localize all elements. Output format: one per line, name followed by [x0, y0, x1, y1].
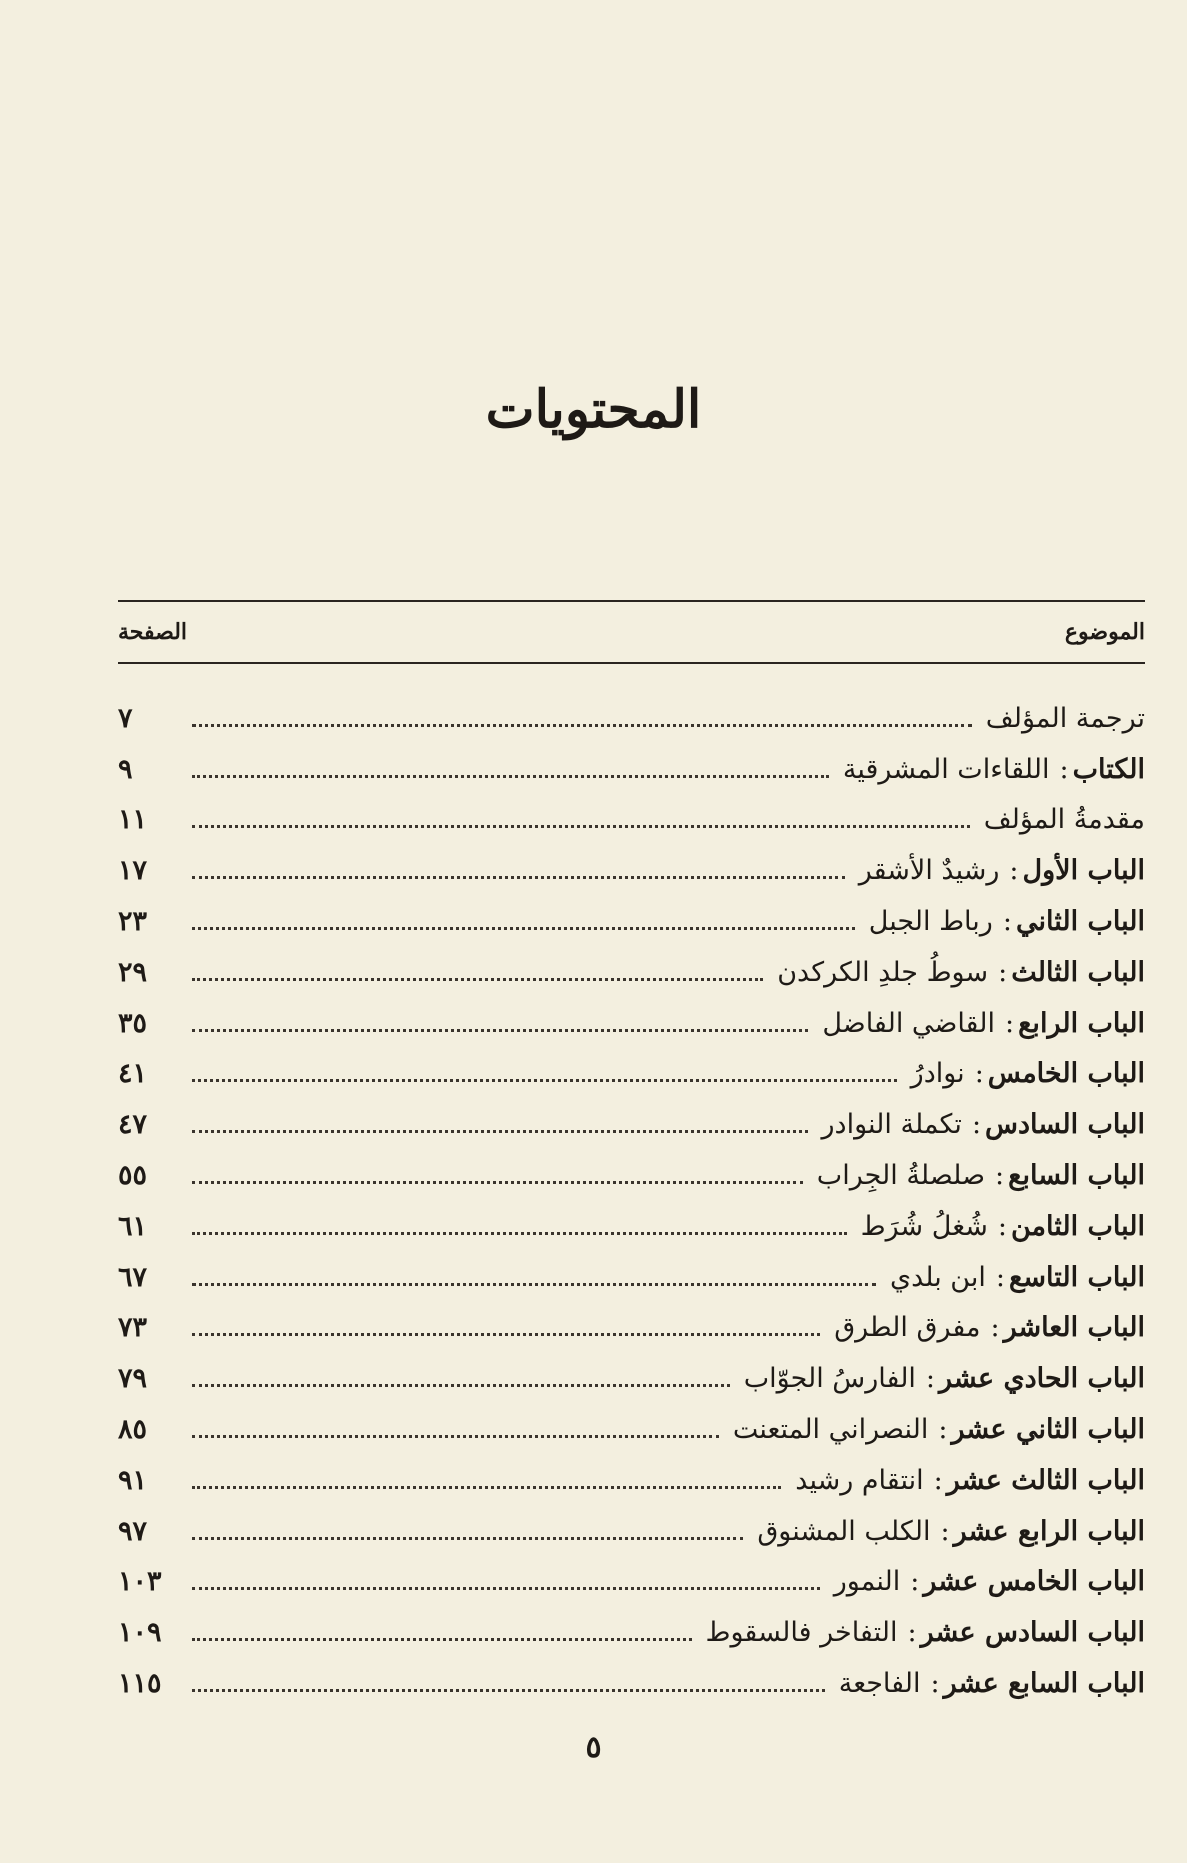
- toc-entry-topic: ابن بلدي: [889, 1261, 986, 1293]
- toc-entry-chapter: الباب العاشر: [1003, 1312, 1145, 1344]
- toc-entry-topic: نوادرُ: [910, 1058, 965, 1090]
- toc-entry: [118, 790, 1145, 841]
- toc-entry-page: ٩: [118, 753, 133, 785]
- toc-entry: [118, 1552, 1145, 1603]
- toc-entry-chapter: الباب الخامس: [987, 1058, 1145, 1090]
- toc-entry: [118, 1145, 1145, 1196]
- toc-entry-topic: التفاخر فالسقوط: [705, 1617, 898, 1649]
- toc-entry-chapter: الباب الرابع عشر: [953, 1515, 1145, 1547]
- toc-entry-page: ٦٧: [118, 1261, 148, 1293]
- toc-entry-chapter: الباب الرابع: [1018, 1007, 1145, 1039]
- dot-leader: [192, 1435, 719, 1438]
- dot-leader: [192, 1029, 808, 1032]
- toc-entry-page: ١١: [118, 804, 148, 836]
- toc-entry: [118, 1399, 1145, 1450]
- toc-entry-topic: سوطُ جلدِ الكركدن: [777, 956, 989, 988]
- toc-entry-page: ١٠٣: [118, 1566, 162, 1598]
- toc-entry-separator: :: [940, 1515, 950, 1547]
- toc-entry-separator: :: [971, 1109, 982, 1141]
- toc-entry-page: ٥٥: [118, 1159, 148, 1191]
- toc-entry-topic: النصراني المتعنت: [732, 1413, 929, 1445]
- dot-leader: [192, 1689, 825, 1692]
- toc-entry-topic: شُغلُ شُرَط: [860, 1210, 988, 1242]
- toc-entry-chapter: الباب الثامن: [1010, 1210, 1145, 1242]
- toc-entry-page: ٣٥: [118, 1007, 148, 1039]
- toc-entry-separator: :: [930, 1667, 940, 1699]
- toc-entry-chapter: الباب الخامس عشر: [923, 1566, 1145, 1598]
- dot-leader: [192, 775, 829, 778]
- page-number: ٥: [585, 1730, 602, 1765]
- toc-entry-page: ١١٥: [118, 1667, 162, 1699]
- toc-entry-page: ٢٣: [118, 905, 148, 937]
- toc-entry-page: ٢٩: [118, 956, 148, 988]
- dot-leader: [192, 1638, 692, 1641]
- dot-leader: [192, 1486, 781, 1489]
- toc-entry-topic: اللقاءات المشرقية: [842, 753, 1050, 785]
- toc-entry-separator: :: [910, 1566, 920, 1598]
- toc-entry: [118, 1653, 1145, 1704]
- toc-entry: [118, 1094, 1145, 1145]
- toc-entry-chapter: الباب الثاني: [1015, 905, 1145, 937]
- toc-entry-chapter: الباب الثالث: [1011, 956, 1145, 988]
- dot-leader: [192, 1079, 897, 1082]
- toc-entry-topic: رشيدٌ الأشقر: [858, 855, 1000, 887]
- toc-entry: [118, 1501, 1145, 1552]
- toc-entry-chapter: الباب الثالث عشر: [946, 1464, 1145, 1496]
- toc-entry-separator: :: [1004, 1007, 1015, 1039]
- toc-entry-page: ٧٣: [118, 1312, 148, 1344]
- header-bottom-rule: [118, 662, 1145, 664]
- toc-entry: [118, 1450, 1145, 1501]
- toc-entry-separator: :: [998, 956, 1008, 988]
- dot-leader: [192, 1283, 876, 1286]
- dot-leader: [192, 876, 845, 879]
- toc-entry: [118, 1602, 1145, 1653]
- toc-entry: [118, 688, 1145, 739]
- dot-leader: [192, 927, 855, 930]
- toc-entry-page: ٦١: [118, 1210, 148, 1242]
- dot-leader: [192, 724, 972, 727]
- toc-entry: [118, 1348, 1145, 1399]
- toc-entry-separator: :: [925, 1363, 936, 1395]
- toc-entry-topic: الكلب المشنوق: [757, 1515, 931, 1547]
- column-header: [118, 612, 1145, 652]
- toc-entry-topic: انتقام رشيد: [795, 1464, 924, 1496]
- dot-leader: [192, 1537, 743, 1540]
- toc-entry-chapter: الكتاب: [1072, 753, 1145, 785]
- dot-leader: [192, 1181, 803, 1184]
- dot-leader: [192, 978, 763, 981]
- toc-entry-separator: :: [995, 1261, 1005, 1293]
- toc-entry-chapter: الباب السابع: [1008, 1159, 1145, 1191]
- dot-leader: [192, 1384, 730, 1387]
- toc-entry-topic: الفارسُ الجوّاب: [743, 1363, 916, 1395]
- toc-entry: [118, 993, 1145, 1044]
- toc-list: [118, 688, 1145, 1704]
- toc-entry-separator: :: [997, 1210, 1007, 1242]
- toc-entry: [118, 1196, 1145, 1247]
- header-top-rule: [118, 600, 1145, 602]
- toc-entry-page: ١٧: [118, 855, 148, 887]
- toc-entry-separator: :: [1009, 855, 1019, 887]
- toc-entry-page: ٩١: [118, 1464, 148, 1496]
- toc-entry-separator: :: [907, 1617, 917, 1649]
- topic-column-header: الموضوع: [1064, 619, 1145, 645]
- toc-entry-topic: مقدمةُ المؤلف: [983, 804, 1145, 836]
- toc-entry-separator: :: [995, 1159, 1005, 1191]
- toc-entry-chapter: الباب السادس عشر: [920, 1617, 1145, 1649]
- toc-entry-topic: صلصلةُ الجِراب: [816, 1159, 986, 1191]
- toc-entry: [118, 739, 1145, 790]
- toc-entry-page: ٧٩: [118, 1363, 148, 1395]
- dot-leader: [192, 1333, 820, 1336]
- toc-entry-topic: ترجمة المؤلف: [985, 702, 1145, 734]
- toc-entry: [118, 1247, 1145, 1298]
- toc-entry-topic: رباط الجبل: [868, 905, 993, 937]
- toc-entry-chapter: الباب الحادي عشر: [939, 1363, 1145, 1395]
- toc-entry-page: ٤٧: [118, 1109, 148, 1141]
- dot-leader: [192, 1232, 847, 1235]
- toc-entry: [118, 891, 1145, 942]
- toc-entry-topic: النمور: [833, 1566, 901, 1598]
- toc-entry-page: ٨٥: [118, 1413, 148, 1445]
- page-title: المحتويات: [485, 379, 702, 440]
- toc-entry: [118, 942, 1145, 993]
- toc-entry: [118, 1298, 1145, 1349]
- toc-entry: [118, 840, 1145, 891]
- toc-entry-topic: تكملة النوادر: [821, 1109, 962, 1141]
- page-column-header: الصفحة: [118, 619, 188, 645]
- toc-entry-topic: الفاجعة: [838, 1667, 921, 1699]
- toc-entry-separator: :: [974, 1058, 984, 1090]
- toc-entry-separator: :: [933, 1464, 943, 1496]
- toc-entry-separator: :: [1059, 753, 1069, 785]
- toc-entry-page: ٩٧: [118, 1515, 148, 1547]
- toc-entry-chapter: الباب السابع عشر: [943, 1667, 1145, 1699]
- dot-leader: [192, 1130, 808, 1133]
- toc-entry-chapter: الباب الثاني عشر: [951, 1413, 1145, 1445]
- toc-entry-chapter: الباب الأول: [1022, 855, 1145, 887]
- toc-entry-page: ٧: [118, 702, 133, 734]
- toc-entry-chapter: الباب السادس: [985, 1109, 1145, 1141]
- toc-entry: [118, 1044, 1145, 1095]
- toc-entry-separator: :: [990, 1312, 1000, 1344]
- dot-leader: [192, 1587, 820, 1590]
- toc-entry-topic: القاضي الفاضل: [822, 1007, 995, 1039]
- toc-entry-topic: مفرق الطرق: [834, 1312, 981, 1344]
- toc-entry-chapter: الباب التاسع: [1008, 1261, 1145, 1293]
- toc-entry-page: ١٠٩: [118, 1617, 162, 1649]
- toc-entry-separator: :: [1002, 905, 1012, 937]
- toc-entry-page: ٤١: [118, 1058, 148, 1090]
- dot-leader: [192, 825, 970, 828]
- toc-entry-separator: :: [938, 1413, 948, 1445]
